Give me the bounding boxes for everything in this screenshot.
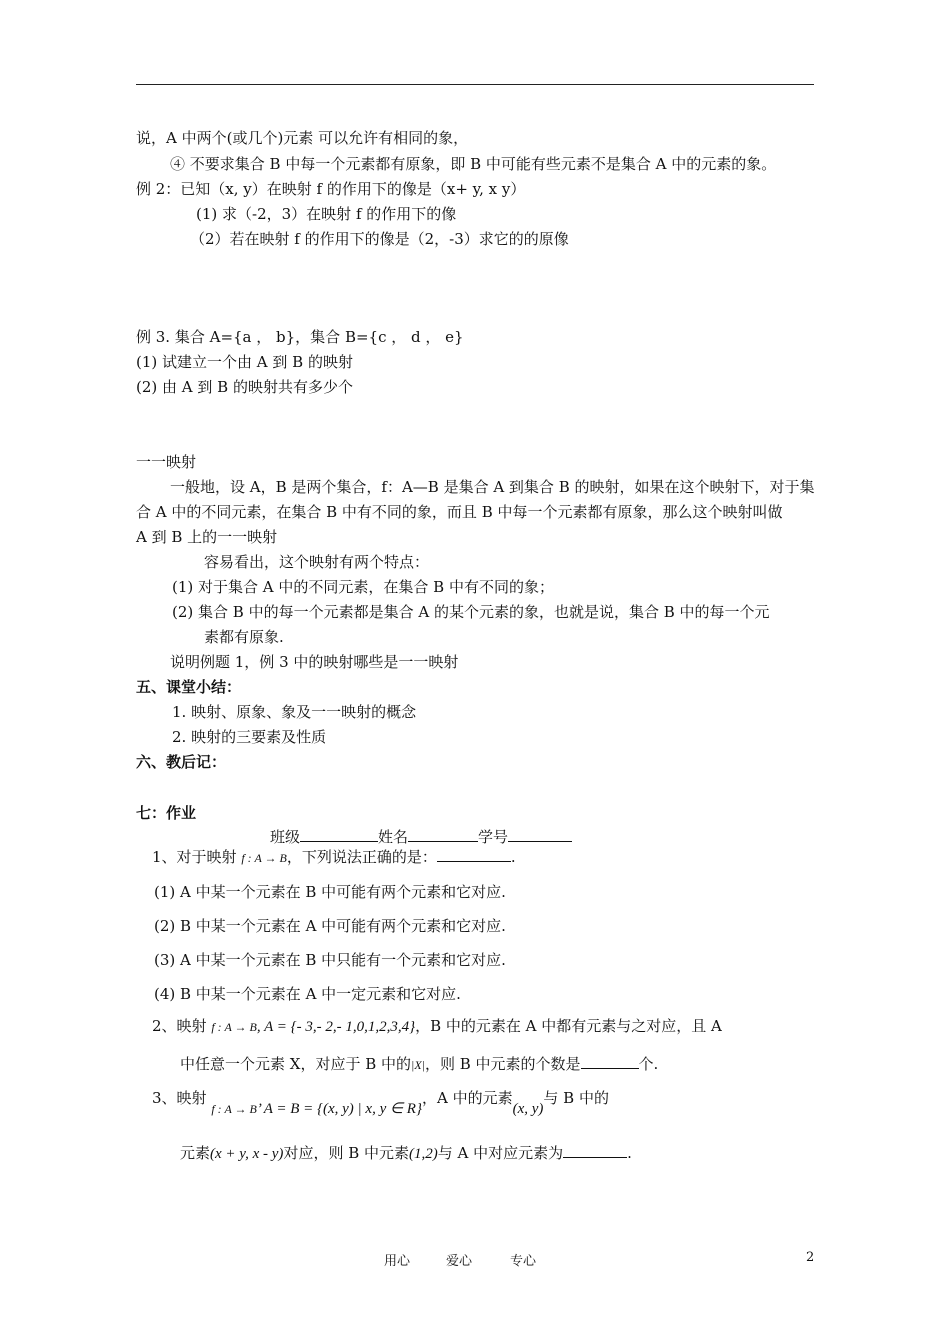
example-2-title: 例 2：已知（x, y）在映射 f 的作用下的像是（x+ y, x y） <box>136 180 526 198</box>
q2-formula-3: |X| <box>411 1058 425 1072</box>
footer-text-3: 专心 <box>510 1254 537 1269</box>
section-title: 一一映射 <box>136 453 197 471</box>
page-number: 2 <box>806 1250 815 1265</box>
question-1 <box>152 847 516 868</box>
text-line: 合 A 中的不同元素，在集合 B 中有不同的象，而且 B 中每一个元素都有原象，那么这个映射叫做 <box>136 503 783 521</box>
class-label: 班级 <box>270 828 301 846</box>
text-line: A 到 B 上的一一映射 <box>136 528 278 546</box>
q3-answer-blank[interactable] <box>563 1143 627 1158</box>
text-line: (2) 集合 B 中的每一个元素都是集合 A 的某个元素的象，也就是说，集合 B 中的每一个元 <box>172 603 770 621</box>
question-3 <box>152 1088 609 1117</box>
name-blank[interactable] <box>408 827 478 842</box>
text-line: 2. 映射的三要素及性质 <box>172 728 327 746</box>
section-heading: 六、教后记： <box>136 753 227 771</box>
text-line: ④ 不要求集合 B 中每一个元素都有原象，即 B 中可能有些元素不是集合 A 中的元素的象。 <box>170 155 777 173</box>
q2-text-3: 中任意一个元素 X，对应于 B 中的 <box>180 1055 412 1073</box>
q2-answer-blank[interactable] <box>581 1054 639 1069</box>
q2-formula-1: f : A → B <box>211 1020 257 1034</box>
header-rule <box>136 84 814 85</box>
q3-formula-3: (x, y) <box>512 1101 544 1117</box>
example-3-title: 例 3. 集合 A={a ， b}，集合 B={c ， d ， e} <box>136 328 464 346</box>
q3-formula-5: (1,2) <box>409 1146 438 1162</box>
name-label: 姓名 <box>378 828 409 846</box>
question-2-cont <box>180 1054 658 1075</box>
q1-text-2: ，下列说法正确的是： <box>286 848 437 866</box>
text-line: (1) 对于集合 A 中的不同元素，在集合 B 中有不同的象； <box>172 578 554 596</box>
text-line: (2) 由 A 到 B 的映射共有多少个 <box>136 378 353 396</box>
footer-text-1: 用心 <box>384 1254 411 1269</box>
question-3-cont <box>180 1143 632 1164</box>
option-1: (1) A 中某一个元素在 B 中可能有两个元素和它对应. <box>154 883 506 901</box>
text-line: 1. 映射、原象、象及一一映射的概念 <box>172 703 417 721</box>
q3-text-3: 与 B 中的 <box>543 1089 609 1107</box>
q3-formula-1: f : A → B <box>211 1102 257 1116</box>
q3-text-6: 与 A 中对应元素为 <box>437 1144 564 1162</box>
text-line: 一般地，设 A，B 是两个集合，f：A—B 是集合 A 到集合 B 的映射，如果在这个映射下，对于集 <box>170 478 815 496</box>
q3-text: 3、映射 <box>152 1089 207 1107</box>
q2-text-2: ，B 中的元素在 A 中都有元素与之对应，且 A <box>415 1017 722 1035</box>
q1-formula: f : A → B <box>241 851 287 865</box>
text-line: 说，A 中两个(或几个)元素 可以允许有相同的象， <box>136 129 469 147</box>
id-label: 学号 <box>478 828 509 846</box>
text-line: 说明例题 1，例 3 中的映射哪些是一一映射 <box>170 653 459 671</box>
q1-answer-blank[interactable] <box>437 847 511 862</box>
id-blank[interactable] <box>508 827 572 842</box>
text-line: （2）若在映射 f 的作用下的像是（2，-3）求它的的原像 <box>190 230 569 248</box>
q3-formula-2: ’ A = B = {(x, y) | x, y ∈ R} <box>256 1101 422 1117</box>
text-line: (1) 试建立一个由 A 到 B 的映射 <box>136 353 353 371</box>
section-heading: 七：作业 <box>136 804 197 822</box>
section-heading: 五、课堂小结： <box>136 678 242 696</box>
student-info-line <box>270 827 572 847</box>
question-2 <box>152 1016 722 1037</box>
class-blank[interactable] <box>300 827 378 842</box>
q2-text-4: ，则 B 中元素的个数是 <box>424 1055 581 1073</box>
q1-end: . <box>510 848 516 866</box>
q2-text-5: 个. <box>638 1055 659 1073</box>
q3-text-2: ，A 中的元素 <box>421 1089 513 1107</box>
option-3: (3) A 中某一个元素在 B 中只能有一个元素和它对应. <box>154 951 506 969</box>
q1-text: 1、对于映射 <box>152 848 237 866</box>
q2-formula-2: , A = {- 3,- 2,- 1,0,1,2,3,4} <box>256 1019 416 1035</box>
text-line: (1) 求（-2，3）在映射 f 的作用下的像 <box>196 205 457 223</box>
text-line: 素都有原象. <box>204 628 284 646</box>
footer-text-2: 爱心 <box>446 1254 473 1269</box>
q3-text-5: 对应，则 B 中元素 <box>283 1144 409 1162</box>
text-line: 容易看出，这个映射有两个特点： <box>204 553 430 571</box>
q3-text-4: 元素 <box>180 1144 211 1162</box>
q2-text: 2、映射 <box>152 1017 207 1035</box>
option-2: (2) B 中某一个元素在 A 中可能有两个元素和它对应. <box>154 917 506 935</box>
q3-end: . <box>627 1144 632 1162</box>
option-4: (4) B 中某一个元素在 A 中一定元素和它对应. <box>154 985 461 1003</box>
q3-formula-4: (x + y, x - y) <box>210 1146 284 1162</box>
